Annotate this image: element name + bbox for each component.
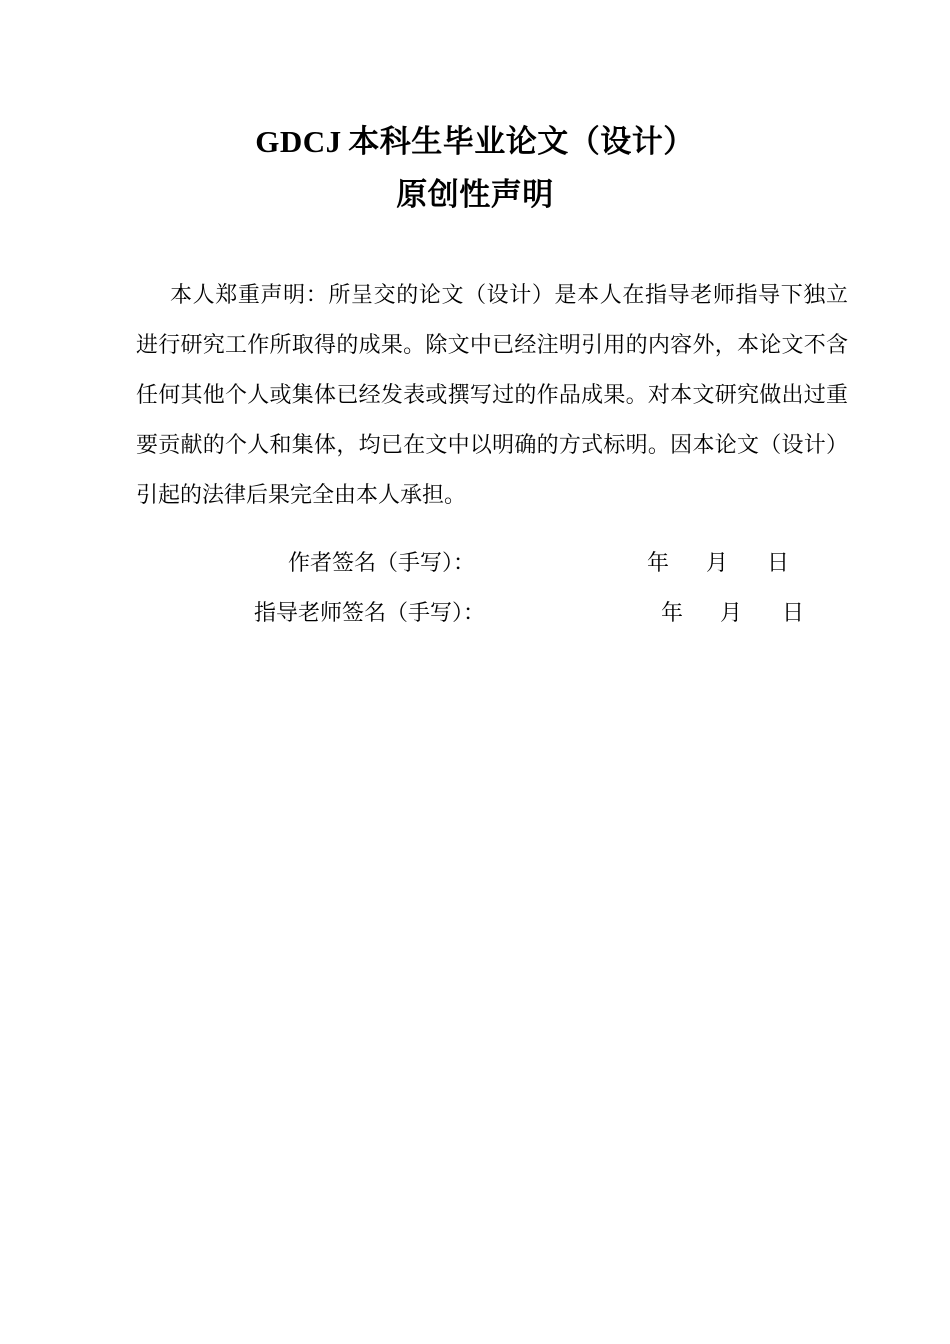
advisor-date-day: 日 bbox=[782, 601, 805, 626]
originality-statement: 本人郑重声明：所呈交的论文（设计）是本人在指导老师指导下独立进行研究工作所取得的成果。除文中已经注明引用的内容外，本论文不含任何其他个人或集体已经发表或撰写过的作品成果。对本文研究做出过重要贡献的个人和集体，均已在文中以明确的方式标明。因本论文（设计）引起的法律后果完全由本人承担。 bbox=[136, 283, 848, 508]
author-date-month: 月 bbox=[706, 551, 729, 576]
author-date-day: 日 bbox=[767, 551, 790, 576]
advisor-date-year: 年 bbox=[661, 601, 684, 626]
author-signature-label: 作者签名（手写）： bbox=[288, 551, 476, 576]
advisor-signature-label: 指导老师签名（手写）： bbox=[254, 601, 486, 626]
author-date-year: 年 bbox=[647, 551, 670, 576]
title-latin-part: GDCJ bbox=[255, 124, 342, 159]
advisor-date-month: 月 bbox=[720, 601, 743, 626]
document-title bbox=[0, 122, 950, 162]
document-subtitle: 原创性声明 bbox=[396, 177, 554, 213]
title-chinese-part: 本科生毕业论文（设计） bbox=[348, 124, 695, 160]
advisor-signature-line bbox=[254, 599, 854, 629]
author-signature-line bbox=[288, 549, 848, 579]
